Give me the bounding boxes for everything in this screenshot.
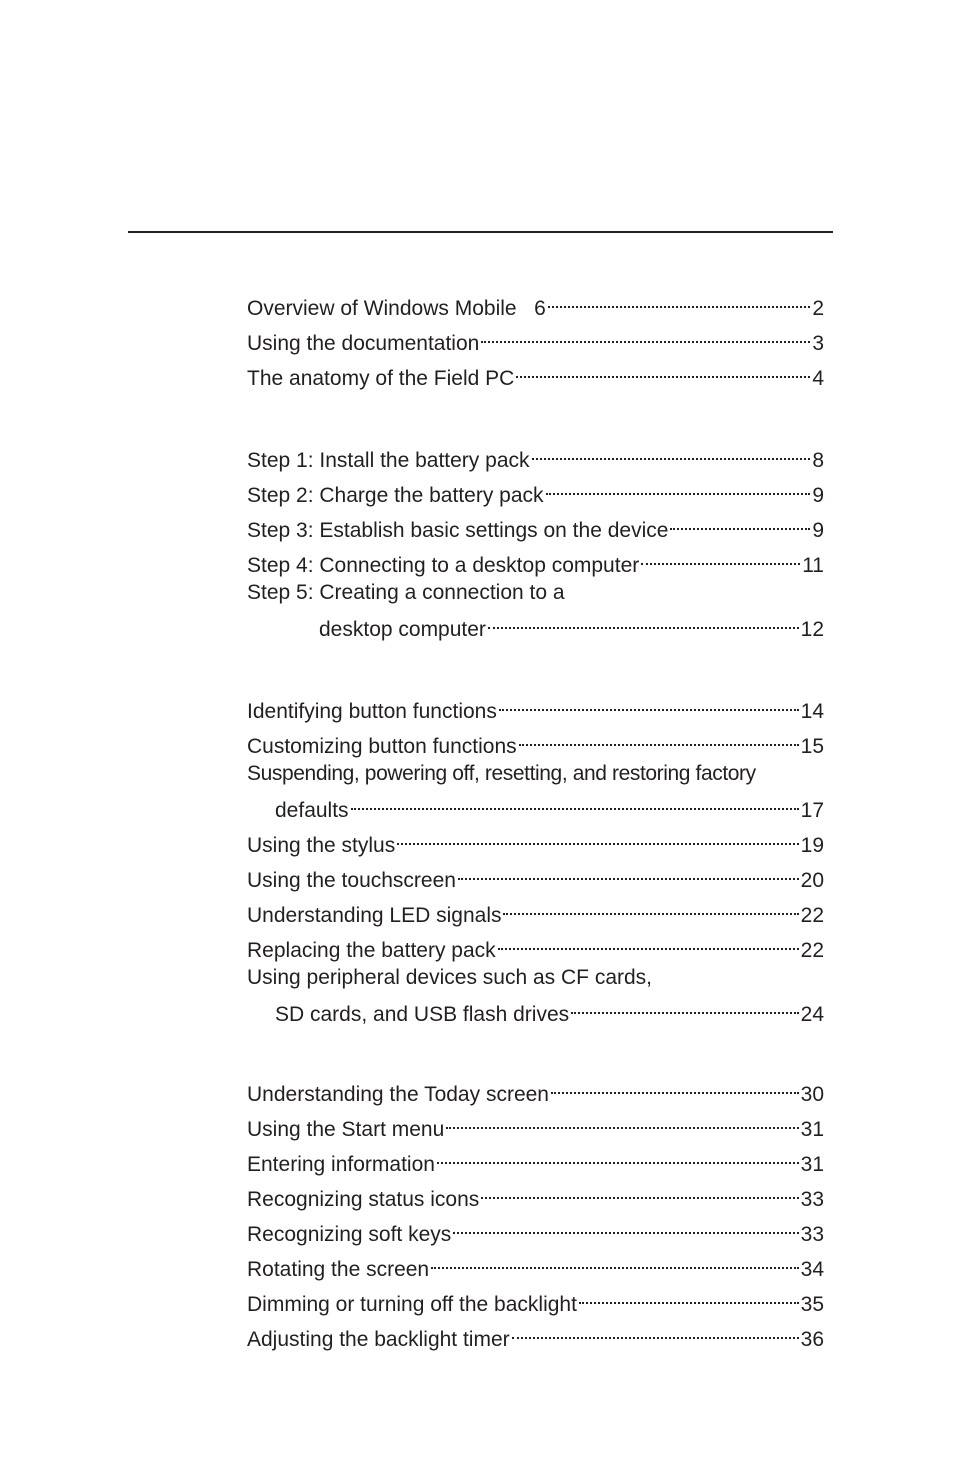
toc-entry-title-line-1: Using peripheral devices such as CF cards,: [247, 966, 653, 989]
toc-entry[interactable]: [247, 321, 824, 356]
toc-entry-page: 22: [800, 904, 824, 927]
toc-entry-page: 11: [802, 554, 824, 577]
dot-leader: [512, 1317, 799, 1346]
toc-entry-page: 30: [800, 1083, 824, 1106]
toc-entry-title: Step 1: Install the battery pack: [247, 449, 530, 472]
toc-entry-title: The anatomy of the Field PC: [247, 367, 515, 390]
toc-entry-title-line-2: defaults: [275, 799, 349, 822]
toc-entry[interactable]: [247, 1282, 824, 1317]
toc-entry-title: Understanding LED signals: [247, 904, 502, 927]
toc-entry-title: Recognizing soft keys: [247, 1223, 452, 1246]
toc-entry-page: 8: [812, 449, 824, 472]
toc-entry-title: Dimming or turning off the backlight: [247, 1293, 577, 1316]
dot-leader: [519, 724, 799, 753]
toc-entry[interactable]: [247, 1212, 824, 1247]
dot-leader: [532, 438, 811, 467]
toc-entry-page: 35: [800, 1293, 824, 1316]
toc-entry-page: 9: [812, 519, 824, 542]
dot-leader: [551, 1072, 799, 1101]
toc-entry[interactable]: [247, 893, 824, 928]
toc-entry-title-line-2: SD cards, and USB flash drives: [275, 1003, 570, 1026]
toc-entry-title-line-1: Step 5: Creating a connection to a: [247, 581, 565, 604]
toc-entry-page: 15: [800, 735, 824, 758]
toc-entry-title: Step 4: Connecting to a desktop computer: [247, 554, 640, 577]
dot-leader: [488, 607, 799, 636]
toc-entry-title: Using the Start menu: [247, 1118, 445, 1141]
dot-leader: [670, 508, 810, 537]
dot-leader: [458, 858, 799, 887]
dot-leader: [446, 1107, 798, 1136]
toc-entry-page: 33: [800, 1188, 824, 1211]
toc-entry-page: 22: [800, 939, 824, 962]
dot-leader: [481, 1177, 798, 1206]
toc-entry[interactable]: [247, 963, 824, 1027]
toc-entry-page: 31: [800, 1118, 824, 1141]
toc-entry-page: 20: [800, 869, 824, 892]
toc-entry[interactable]: [247, 1072, 824, 1107]
toc-entry-title-line-2: desktop computer: [319, 618, 486, 641]
toc-entry-title: Step 2: Charge the battery pack: [247, 484, 544, 507]
dot-leader: [481, 321, 810, 350]
toc-entry-title: Using the documentation: [247, 332, 480, 355]
toc-entry[interactable]: [247, 438, 824, 473]
dot-leader: [351, 788, 799, 817]
toc-entry-title: Overview of Windows Mobile 6: [247, 297, 546, 320]
dot-leader: [499, 689, 799, 718]
toc-entry[interactable]: [247, 1317, 824, 1352]
toc-entry-page: 36: [800, 1328, 824, 1351]
toc-entry-page: 4: [812, 367, 824, 390]
toc-entry[interactable]: [247, 286, 824, 321]
toc-entry-page: 2: [812, 297, 824, 320]
toc-entry[interactable]: [247, 689, 824, 724]
dot-leader: [548, 286, 811, 315]
toc-entry[interactable]: [247, 858, 824, 893]
toc-entry[interactable]: [247, 543, 824, 578]
toc-section-3: [247, 689, 824, 1027]
toc-entry[interactable]: [247, 473, 824, 508]
toc-entry[interactable]: [247, 1177, 824, 1212]
toc-entry-page: 17: [800, 799, 824, 822]
header-rule: [128, 231, 833, 233]
dot-leader: [453, 1212, 798, 1241]
toc-entry-title: Identifying button functions: [247, 700, 497, 723]
toc-entry-page: 24: [800, 1003, 824, 1026]
toc-entry-page: 12: [800, 618, 824, 641]
toc-entry[interactable]: [247, 356, 824, 391]
dot-leader: [579, 1282, 799, 1311]
toc-entry[interactable]: [247, 1247, 824, 1282]
toc-entry[interactable]: [247, 1107, 824, 1142]
toc-entry[interactable]: [247, 578, 824, 642]
toc-entry-page: 19: [800, 834, 824, 857]
dot-leader: [516, 356, 810, 385]
toc-entry-title: Recognizing status icons: [247, 1188, 480, 1211]
toc-entry[interactable]: [247, 928, 824, 963]
dot-leader: [503, 893, 798, 922]
toc-entry-page: 34: [800, 1258, 824, 1281]
toc-entry-title: Step 3: Establish basic settings on the device: [247, 519, 669, 542]
toc-section-1: [247, 286, 824, 391]
dot-leader: [571, 992, 799, 1021]
toc-entry-page: 9: [812, 484, 824, 507]
dot-leader: [498, 928, 799, 957]
toc-entry-page: 3: [812, 332, 824, 355]
toc-entry-title: Entering information: [247, 1153, 435, 1176]
dot-leader: [397, 823, 798, 852]
toc-entry-title: Rotating the screen: [247, 1258, 430, 1281]
toc-entry[interactable]: [247, 1142, 824, 1177]
dot-leader: [641, 543, 800, 572]
toc-entry-title: Using the touchscreen: [247, 869, 456, 892]
dot-leader: [431, 1247, 799, 1276]
toc-entry-title: Replacing the battery pack: [247, 939, 496, 962]
toc-section-4: [247, 1072, 824, 1352]
toc-entry[interactable]: [247, 759, 824, 823]
toc-entry-page: 14: [800, 700, 824, 723]
toc-entry-title: Using the stylus: [247, 834, 396, 857]
toc-entry[interactable]: [247, 508, 824, 543]
dot-leader: [546, 473, 811, 502]
toc-entry-title: Understanding the Today screen: [247, 1083, 549, 1106]
toc-entry-title-line-1: Suspending, powering off, resetting, and restoring factory: [247, 762, 756, 785]
toc-section-2: [247, 438, 824, 642]
toc-entry-title: Customizing button functions: [247, 735, 517, 758]
toc-entry-page: 33: [800, 1223, 824, 1246]
dot-leader: [437, 1142, 799, 1171]
toc-entry-title: Adjusting the backlight timer: [247, 1328, 510, 1351]
toc-entry[interactable]: [247, 724, 824, 759]
toc-entry[interactable]: [247, 823, 824, 858]
toc-entry-page: 31: [800, 1153, 824, 1176]
